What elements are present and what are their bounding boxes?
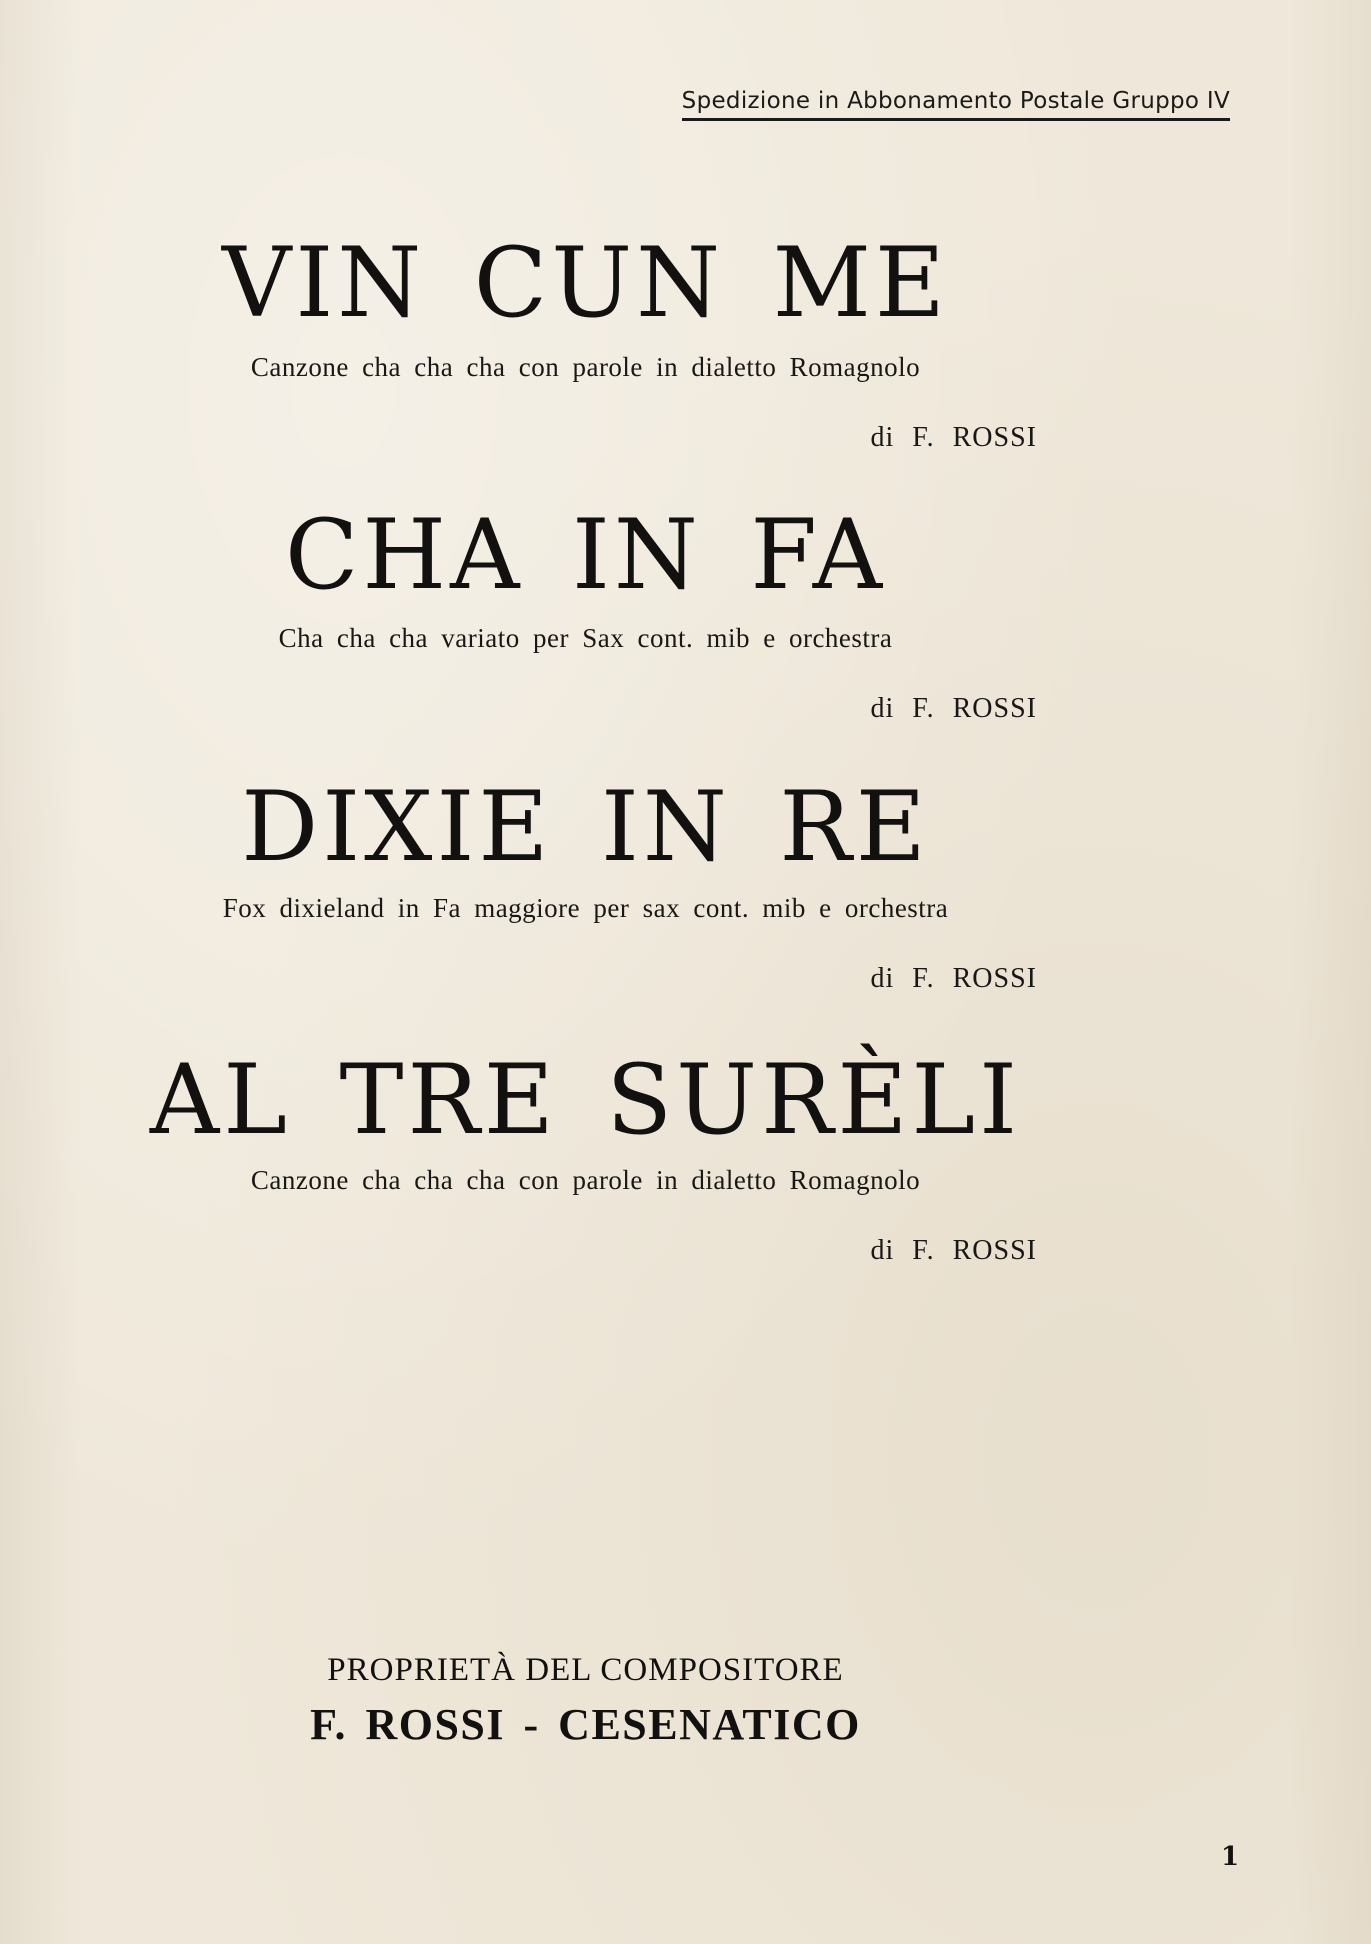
publisher-line: F. ROSSI - CESENATICO (310, 1700, 861, 1749)
song-author: di F. ROSSI (870, 1235, 1037, 1266)
song-author: di F. ROSSI (870, 693, 1037, 724)
publisher-footer (0, 1652, 1171, 1750)
song-title: AL TRE SURÈLI (149, 1044, 1022, 1156)
song-author: di F. ROSSI (870, 422, 1037, 453)
song-subtitle: Canzone cha cha cha con parole in dialetto Romagnolo (250, 352, 921, 382)
property-line: PROPRIETÀ DEL COMPOSITORE (327, 1652, 844, 1688)
song-title: VIN CUN ME (221, 227, 949, 339)
song-title: CHA IN FA (284, 499, 887, 611)
song-title: DIXIE IN RE (241, 771, 930, 883)
song-subtitle: Fox dixieland in Fa maggiore per sax cont. mib e orchestra (222, 893, 949, 923)
song-author: di F. ROSSI (870, 963, 1037, 994)
song-subtitle: Cha cha cha variato per Sax cont. mib e orchestra (278, 623, 893, 653)
postal-notice: Spedizione in Abbonamento Postale Gruppo IV (682, 88, 1230, 121)
song-subtitle: Canzone cha cha cha con parole in dialetto Romagnolo (250, 1165, 921, 1195)
page-number: 1 (1221, 1842, 1240, 1872)
